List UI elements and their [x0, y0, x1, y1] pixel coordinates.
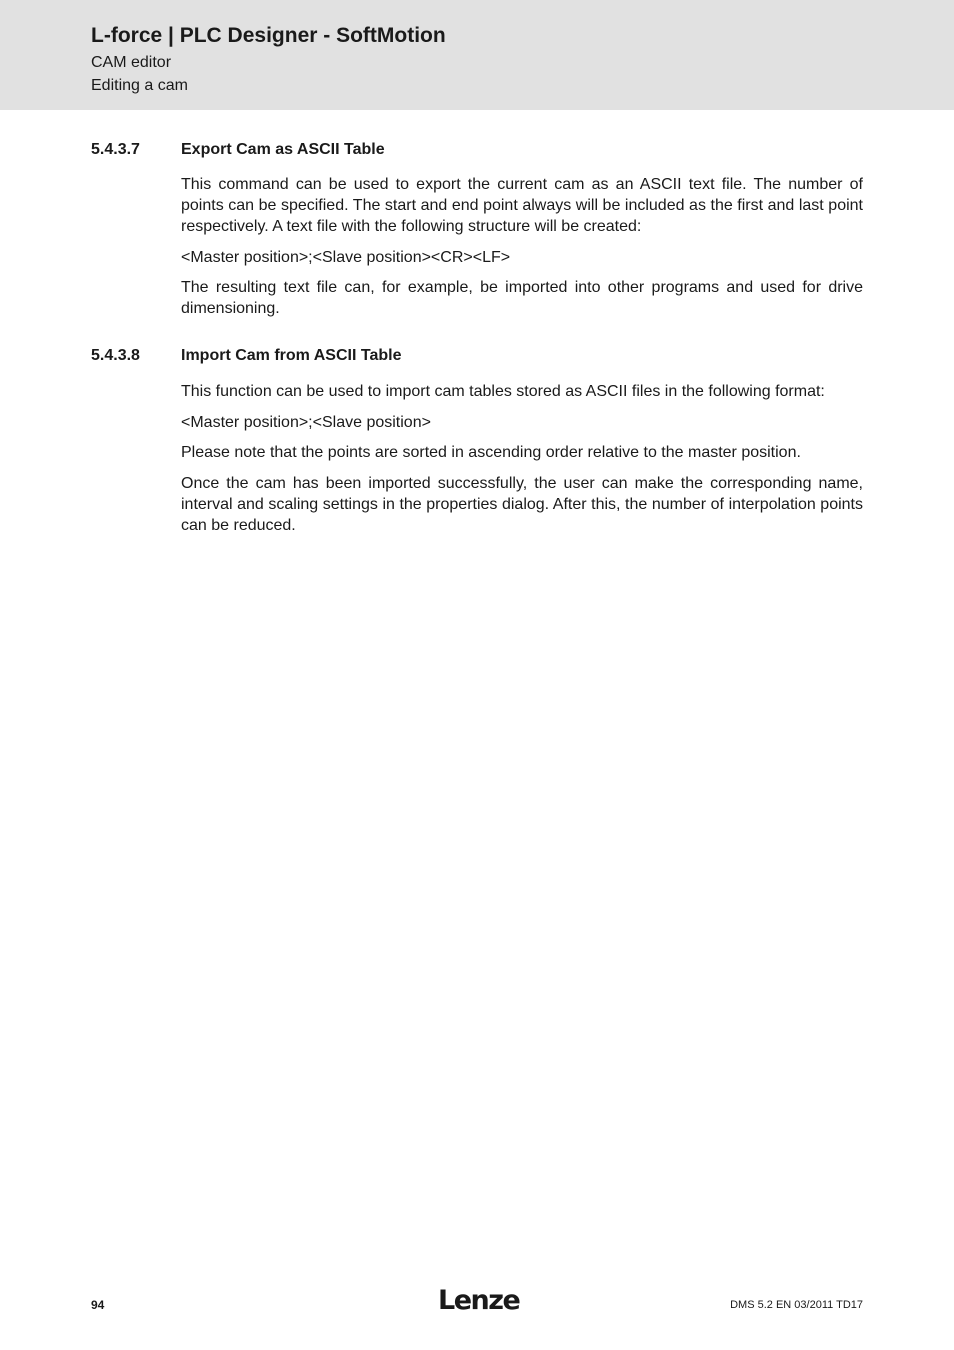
paragraph: This command can be used to export the current cam as an ASCII text file. The number of points can be specified. The start and end point always will be included as the first and last point respectively. A text file with the following structure will be created:	[181, 176, 863, 235]
page-number: 94	[91, 1298, 105, 1312]
paragraph: This function can be used to import cam tables stored as ASCII files in the following format:	[181, 383, 825, 400]
document-id: DMS 5.2 EN 03/2011 TD17	[730, 1299, 863, 1311]
section-heading: Import Cam from ASCII Table	[181, 347, 402, 364]
section-name: Editing a cam	[91, 77, 188, 94]
section-number: 5.4.3.7	[91, 141, 140, 158]
lenze-logo: Lenze	[438, 1285, 520, 1316]
document-title: L-force | PLC Designer - SoftMotion	[91, 24, 446, 47]
chapter-name: CAM editor	[91, 54, 172, 71]
code-line: <Master position>;<Slave position>	[181, 414, 431, 431]
code-line: <Master position>;<Slave position><CR><LF>	[181, 249, 511, 266]
section-number: 5.4.3.8	[91, 347, 140, 364]
paragraph: Once the cam has been imported successfully, the user can make the corresponding name, interval and scaling settings in the properties dialog. After this, the number of interpolation points can be reduced.	[181, 475, 863, 534]
paragraph: Please note that the points are sorted in ascending order relative to the master position.	[181, 444, 801, 461]
section-heading: Export Cam as ASCII Table	[181, 141, 385, 158]
paragraph: The resulting text file can, for example, be imported into other programs and used for drive dimensioning.	[181, 279, 863, 317]
